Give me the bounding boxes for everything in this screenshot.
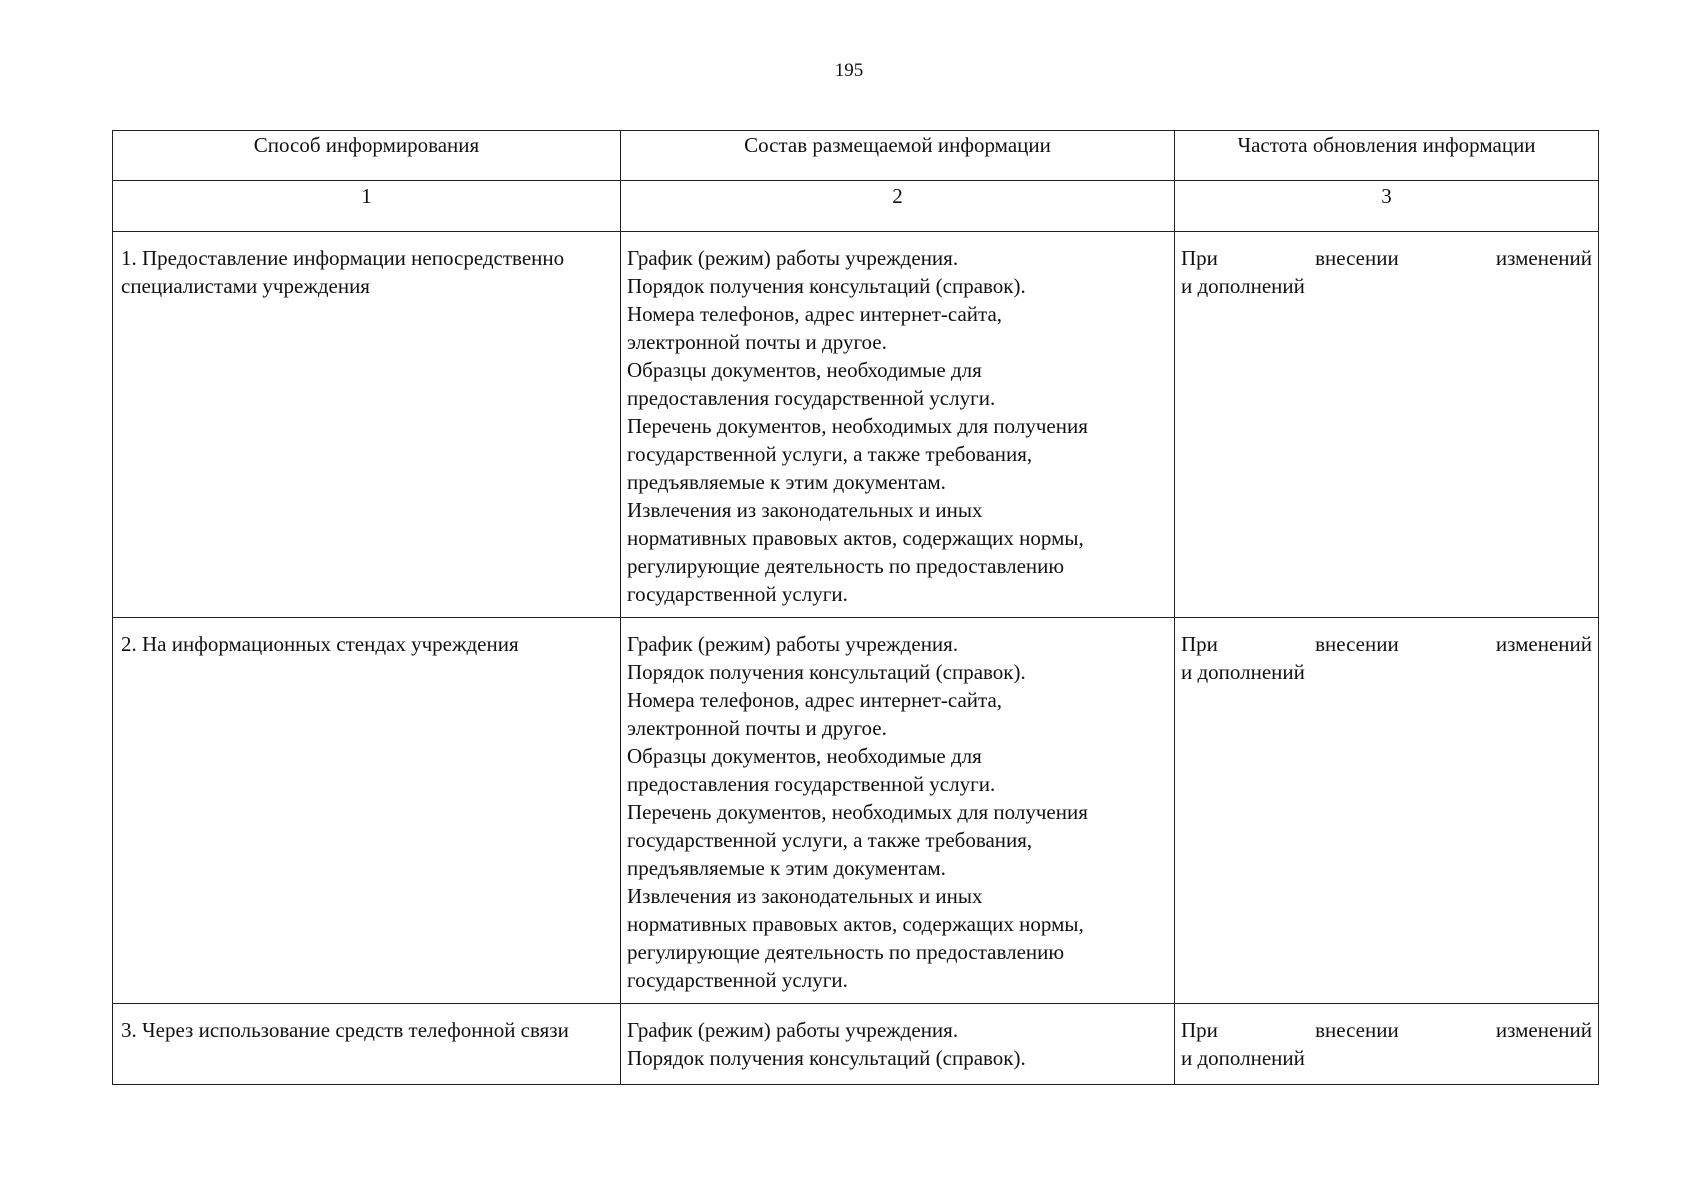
column-number-1: 1 — [113, 181, 621, 232]
frequency-word: При — [1181, 1018, 1218, 1042]
frequency-cell — [1175, 1004, 1599, 1085]
content-line: предъявляемые к этим документам. — [627, 470, 946, 494]
content-line: Перечень документов, необходимых для получения — [627, 800, 1088, 824]
frequency-second-line: и дополнений — [1181, 274, 1305, 298]
content-line: государственной услуги, а также требования, — [627, 828, 1033, 852]
frequency-word: изменений — [1495, 1018, 1592, 1042]
content-line: нормативных правовых актов, содержащих нормы, — [627, 912, 1084, 936]
content-line: Извлечения из законодательных и иных — [627, 498, 983, 522]
content-line: электронной почты и другое. — [627, 330, 887, 354]
content-line: Порядок получения консультаций (справок). — [627, 660, 1026, 684]
method-cell: 3. Через использование средств телефонной связи — [113, 1004, 621, 1085]
frequency-word: изменений — [1495, 632, 1592, 656]
content-line: График (режим) работы учреждения. — [627, 1018, 959, 1042]
content-line: регулирующие деятельность по предоставлению — [627, 940, 1065, 964]
content-line: государственной услуги. — [627, 968, 848, 992]
table-row — [113, 232, 1599, 618]
header-content: Состав размещаемой информации — [621, 131, 1175, 181]
frequency-first-line — [1181, 1016, 1592, 1044]
content-line: регулирующие деятельность по предоставлению — [627, 554, 1065, 578]
frequency-second-line: и дополнений — [1181, 660, 1305, 684]
frequency-first-line — [1181, 244, 1592, 272]
content-line: Образцы документов, необходимые для — [627, 744, 982, 768]
header-frequency: Частота обновления информации — [1175, 131, 1599, 181]
content-line: Номера телефонов, адрес интернет-сайта, — [627, 302, 1003, 326]
content-line: Номера телефонов, адрес интернет-сайта, — [627, 688, 1003, 712]
content-line: электронной почты и другое. — [627, 716, 887, 740]
content-line: предоставления государственной услуги. — [627, 386, 996, 410]
frequency-cell — [1175, 618, 1599, 1004]
content-line: Перечень документов, необходимых для получения — [627, 414, 1088, 438]
frequency-cell — [1175, 232, 1599, 618]
table-row — [113, 1004, 1599, 1085]
content-line: График (режим) работы учреждения. — [627, 632, 959, 656]
content-line: нормативных правовых актов, содержащих нормы, — [627, 526, 1084, 550]
content-line: предъявляемые к этим документам. — [627, 856, 946, 880]
table-row — [113, 618, 1599, 1004]
content-cell — [621, 232, 1175, 618]
header-method: Способ информирования — [113, 131, 621, 181]
frequency-word: изменений — [1495, 246, 1592, 270]
content-line: государственной услуги, а также требования, — [627, 442, 1033, 466]
frequency-word: внесении — [1315, 632, 1399, 656]
content-line: Образцы документов, необходимые для — [627, 358, 982, 382]
frequency-second-line: и дополнений — [1181, 1046, 1305, 1070]
method-cell: 2. На информационных стендах учреждения — [113, 618, 621, 1004]
column-number-3: 3 — [1175, 181, 1599, 232]
method-cell: 1. Предоставление информации непосредственно специалистами учреждения — [113, 232, 621, 618]
frequency-word: внесении — [1315, 1018, 1399, 1042]
frequency-word: При — [1181, 632, 1218, 656]
information-table — [112, 130, 1599, 1085]
content-line: предоставления государственной услуги. — [627, 772, 996, 796]
frequency-first-line — [1181, 630, 1592, 658]
content-cell — [621, 1004, 1175, 1085]
content-cell — [621, 618, 1175, 1004]
content-line: Порядок получения консультаций (справок). — [627, 1046, 1026, 1070]
frequency-word: внесении — [1315, 246, 1399, 270]
content-line: График (режим) работы учреждения. — [627, 246, 959, 270]
frequency-word: При — [1181, 246, 1218, 270]
column-number-row — [113, 181, 1599, 232]
content-line: Извлечения из законодательных и иных — [627, 884, 983, 908]
content-line: Порядок получения консультаций (справок). — [627, 274, 1026, 298]
column-number-2: 2 — [621, 181, 1175, 232]
content-line: государственной услуги. — [627, 582, 848, 606]
table-header-row — [113, 131, 1599, 181]
page-number: 195 — [834, 60, 864, 81]
